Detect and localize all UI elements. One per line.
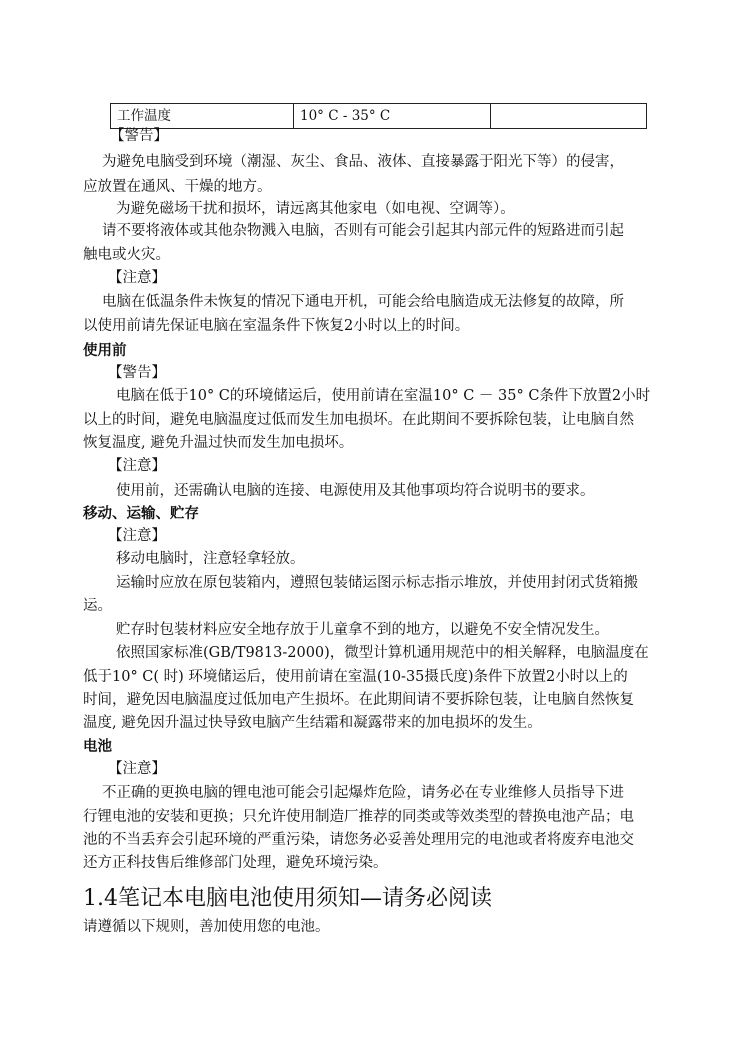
text-line: 使用前，还需确认电脑的连接、电源使用及其他事项均符合说明书的要求。: [116, 483, 595, 499]
text-line: 移动电脑时，注意轻拿轻放。: [116, 551, 305, 567]
text-line: 恢复温度, 避免升温过快而发生加电损坏。: [83, 435, 354, 451]
text-line: 还方正科技售后维修部门处理，避免环境污染。: [83, 855, 388, 871]
section-heading: 1.4笔记本电脑电池使用须知—请务必阅读: [83, 886, 492, 911]
text-line: 运。: [83, 598, 112, 614]
text-line: 【注意】: [108, 270, 166, 286]
subsection-heading: 使用前: [83, 343, 127, 359]
text-line: 以使用前请先保证电脑在室温条件下恢复2小时以上的时间。: [83, 318, 470, 334]
text-line: 以上的时间，避免电脑温度过低而发生加电损坏。在此期间不要拆除包装，让电脑自然: [83, 412, 634, 428]
text-line: 【警告】: [110, 128, 168, 144]
text-line: 低于10° C( 时) 环境储运后，使用前请在室温(10-35摄氏度)条件下放置2小时以上的: [83, 669, 628, 685]
subsection-heading: 移动、运输、贮存: [83, 506, 199, 522]
text-line: 【注意】: [108, 528, 166, 544]
text-line: 请不要将液体或其他杂物溅入电脑，否则有可能会引起其内部元件的短路进而引起: [102, 223, 624, 239]
text-line: 行锂电池的安装和更换；只允许使用制造厂推荐的同类或等效类型的替换电池产品；电: [83, 809, 634, 825]
text-line: 贮存时包装材料应安全地存放于儿童拿不到的地方，以避免不安全情况发生。: [116, 622, 609, 638]
table-row: [111, 104, 647, 129]
table-cell-empty: [491, 104, 647, 129]
text-line: 为避免磁场干扰和损坏，请远离其他家电（如电视、空调等）。: [116, 201, 515, 217]
text-line: 为避免电脑受到环境（潮湿、灰尘、食品、液体、直接暴露于阳光下等）的侵害，: [102, 154, 624, 170]
text-line: 不正确的更换电脑的锂电池可能会引起爆炸危险，请务必在专业维修人员指导下进: [102, 785, 624, 801]
text-line: 依照国家标准(GB/T9813-2000)，微型计算机通用规范中的相关解释，电脑温度在: [116, 645, 649, 661]
text-line: 【注意】: [108, 458, 166, 474]
text-line: 运输时应放在原包装箱内，遵照包装储运图示标志指示堆放，并使用封闭式货箱搬: [116, 575, 638, 591]
table-cell-value: 10° C - 35° C: [294, 104, 491, 129]
text-line: 电脑在低温条件未恢复的情况下通电开机，可能会给电脑造成无法修复的故障，所: [102, 294, 624, 310]
text-line: 时间，避免因电脑温度过低加电产生损坏。在此期间请不要拆除包装，让电脑自然恢复: [83, 692, 634, 708]
text-line: 【注意】: [108, 761, 166, 777]
text-line: 触电或火灾。: [83, 247, 170, 263]
text-line: 电脑在低于10° C的环境储运后，使用前请在室温10° C － 35° C条件下放置2小时: [116, 388, 651, 404]
table-cell-label: 工作温度: [111, 104, 294, 129]
spec-table: [110, 103, 647, 129]
text-line: 池的不当丢弃会引起环境的严重污染，请您务必妥善处理用完的电池或者将废弃电池交: [83, 832, 634, 848]
text-line: 温度, 避免因升温过快导致电脑产生结霜和凝露带来的加电损坏的发生。: [83, 715, 542, 731]
text-line: 【警告】: [108, 365, 166, 381]
subsection-heading: 电池: [83, 739, 112, 755]
text-line: 应放置在通风、干燥的地方。: [83, 179, 272, 195]
intro-paragraph: 请遵循以下规则，善加使用您的电池。: [83, 919, 330, 935]
